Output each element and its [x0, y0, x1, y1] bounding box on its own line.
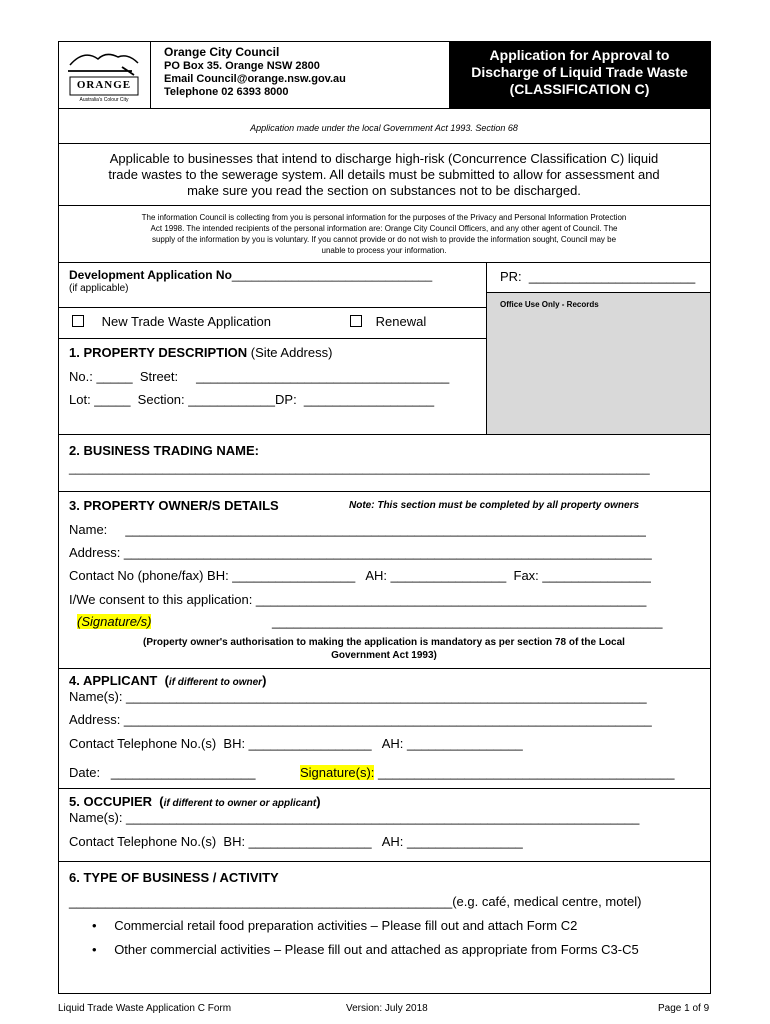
owner-address-field[interactable]: Address: _________________________________________________________________________	[69, 545, 652, 560]
logo-tagline: Australia's Colour City	[79, 97, 129, 103]
council-logo	[62, 45, 146, 103]
council-email: Email Council@orange.nsw.gov.au	[164, 73, 346, 85]
applicant-date-field[interactable]: Date: ____________________	[69, 765, 256, 780]
renewal-checkbox[interactable]	[350, 315, 362, 327]
privacy-notice	[58, 212, 710, 256]
section5-title-end: )	[316, 794, 321, 809]
section5-note: if different to owner or applicant	[163, 798, 317, 809]
section4-heading	[69, 673, 266, 688]
footer-version: Version: July 2018	[346, 1003, 428, 1014]
owner-consent-field[interactable]: I/We consent to this application: ______________________________________________________	[69, 592, 647, 607]
office-use-label: Office Use Only - Records	[500, 300, 599, 309]
form-title-line2: Discharge of Liquid Trade Waste	[471, 64, 688, 80]
bullet-icon: •	[92, 918, 97, 933]
renewal-option[interactable]	[350, 314, 426, 329]
form-title-line1: Application for Approval to	[489, 47, 670, 63]
section4-note: if different to owner	[168, 677, 263, 688]
applicant-contact-field[interactable]: Contact Telephone No.(s) BH: _________________ AH: ________________	[69, 736, 523, 751]
section4-title-end: )	[262, 673, 267, 688]
section5-heading	[69, 794, 321, 809]
act-line: Application made under the local Government Act 1993. Section 68	[250, 123, 518, 133]
occupier-contact-field[interactable]: Contact Telephone No.(s) BH: _________________ AH: ________________	[69, 834, 523, 849]
business-name-field[interactable]: _______________________________________________________________________________________	[69, 461, 650, 475]
intro-line1: Applicable to businesses that intend to discharge high-risk (Concurrence Classification C) liquid	[109, 151, 659, 166]
section3-title: 3. PROPERTY OWNER/S DETAILS	[69, 498, 279, 513]
owner-name-field[interactable]: Name: ________________________________________________________________________	[69, 522, 646, 537]
section1-title: 1. PROPERTY DESCRIPTION	[69, 345, 248, 360]
intro-text	[58, 151, 710, 199]
da-number-field[interactable]: ______________________________	[231, 268, 433, 282]
applicant-signature-field[interactable]: _________________________________________	[374, 765, 675, 780]
section4-title: 4. APPLICANT (	[69, 673, 169, 688]
council-phone: Telephone 02 6393 8000	[164, 86, 289, 98]
da-note: (if applicable)	[69, 283, 129, 294]
privacy-line2: Act 1998. The intended recipients of the personal information are: Orange City Council Officers, and any other agent of Council. The	[150, 224, 618, 233]
applicant-names-field[interactable]: Name(s): ________________________________________________________________________	[69, 689, 647, 704]
privacy-line3: supply of the information by you is voluntary. If you cannot provide or do not wish to provide the information sought, Council may be	[151, 235, 617, 244]
owner-authorisation-note	[58, 636, 710, 662]
owner-signature-label: (Signature/s)	[77, 614, 152, 629]
new-application-label: New Trade Waste Application	[101, 314, 271, 329]
auth-line1: (Property owner's authorisation to making the application is mandatory as per section 78 of the Local	[143, 637, 625, 648]
section2-title: 2. BUSINESS TRADING NAME:	[69, 443, 259, 458]
bullet-item-1	[92, 918, 577, 933]
privacy-line4: unable to process your information.	[321, 246, 447, 255]
owner-signature-field[interactable]: ______________________________________________________	[272, 614, 663, 629]
applicant-signature-label: Signature(s):	[300, 765, 375, 780]
section1-subtitle: (Site Address)	[247, 345, 333, 360]
bullet-icon: •	[92, 942, 97, 957]
form-title-block	[449, 42, 710, 108]
bullet-text-1: Commercial retail food preparation activities – Please fill out and attach Form C2	[114, 918, 578, 933]
section3-note: Note: This section must be completed by all property owners	[349, 500, 640, 511]
logo-word: ORANGE	[76, 79, 132, 91]
auth-line2: Government Act 1993)	[331, 650, 437, 661]
privacy-line1: The information Council is collecting from you is personal information for the purposes of the Privacy and Personal Information Protection	[141, 213, 627, 222]
section6-title: 6. TYPE OF BUSINESS / ACTIVITY	[69, 870, 279, 885]
council-name: Orange City Council	[164, 45, 280, 59]
renewal-label: Renewal	[375, 314, 427, 329]
footer-form-name: Liquid Trade Waste Application C Form	[58, 1003, 232, 1014]
business-type-field[interactable]: _____________________________________________________(e.g. café, medical centre, motel)	[69, 894, 642, 909]
section5-title: 5. OCCUPIER (	[69, 794, 164, 809]
lot-section-dp-field[interactable]: Lot: _____ Section: ____________DP: __________________	[69, 392, 435, 407]
applicant-address-field[interactable]: Address: _________________________________________________________________________	[69, 712, 652, 727]
bullet-text-2: Other commercial activities – Please fill out and attached as appropriate from Forms C3-C5	[114, 942, 639, 957]
street-address-field[interactable]: No.: _____ Street: ___________________________________	[69, 369, 450, 384]
new-application-checkbox[interactable]	[72, 315, 84, 327]
bullet-item-2	[92, 942, 639, 957]
intro-line3: make sure you read the section on substances not to be discharged.	[187, 183, 581, 198]
da-label-text: Development Application No	[69, 268, 232, 282]
occupier-names-field[interactable]: Name(s): _______________________________________________________________________	[69, 810, 640, 825]
new-application-option[interactable]	[72, 314, 271, 329]
section1-heading	[69, 345, 332, 360]
council-address: PO Box 35. Orange NSW 2800	[164, 60, 320, 72]
office-use-panel	[487, 293, 710, 434]
footer-page-number: Page 1 of 9	[658, 1003, 710, 1014]
applicant-signature-row	[300, 765, 674, 780]
pr-field[interactable]: PR: _______________________	[500, 269, 696, 284]
da-label	[69, 268, 432, 282]
form-title-line3: (CLASSIFICATION C)	[509, 81, 650, 97]
intro-line2: trade wastes to the sewerage system. All details must be submitted to allow for assessment and	[108, 167, 660, 182]
owner-contact-field[interactable]: Contact No (phone/fax) BH: _________________ AH: ________________ Fax: _______________	[69, 568, 651, 583]
